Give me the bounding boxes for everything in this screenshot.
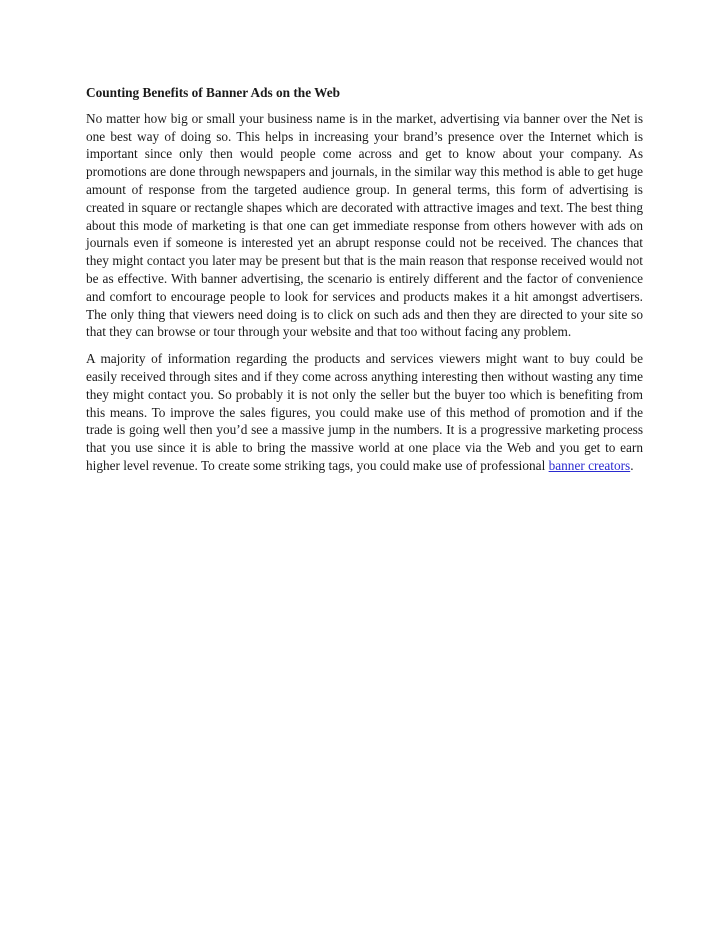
document-title: Counting Benefits of Banner Ads on the Web — [86, 85, 341, 100]
paragraph-2-text: A majority of information regarding the products and services viewers might want to buy could be easily received through sites and if they come across anything interesting then without wasting any time they might contact you. So probably it is not only the seller but the buyer too which is benefiting from this means. To improve the sales figures, you could make use of this method of promotion and if the trade is going well then you’d see a massive jump in the numbers. It is a progressive marketing process that you use since it is able to bring the massive world at one place via the Web and you get to earn higher level revenue. To create some striking tags, you could make use of professional — [86, 351, 643, 473]
banner-creators-link[interactable]: banner creators — [548, 457, 631, 473]
paragraph-1: No matter how big or small your business name is in the market, advertising via banner over the Net is one best way of doing so. This helps in increasing your brand’s presence over the Internet which is important since only then would people come across and get to know about your company. As promotions are done through newspapers and journals, in the similar way this method is able to get huge amount of response from the targeted audience group. In general terms, this form of advertising is created in square or rectangle shapes which are decorated with attractive images and text. The best thing about this mode of marketing is that one can get immediate response from others however with ads on journals even if someone is interested yet an abrupt response could not be received. The chances that they might contact you later may be present but that is the main reason that response received would not be as effective. With banner advertising, the scenario is entirely different and the factor of convenience and comfort to encourage people to look for services and products makes it a hit amongst advertisers. The only thing that viewers need doing is to click on such ads and then they are directed to your site so that they can browse or tour through your website and that too without facing any problem. — [86, 110, 643, 340]
paragraph-2-end: . — [630, 457, 634, 473]
document-page — [86, 84, 643, 484]
paragraph-2 — [86, 350, 643, 475]
